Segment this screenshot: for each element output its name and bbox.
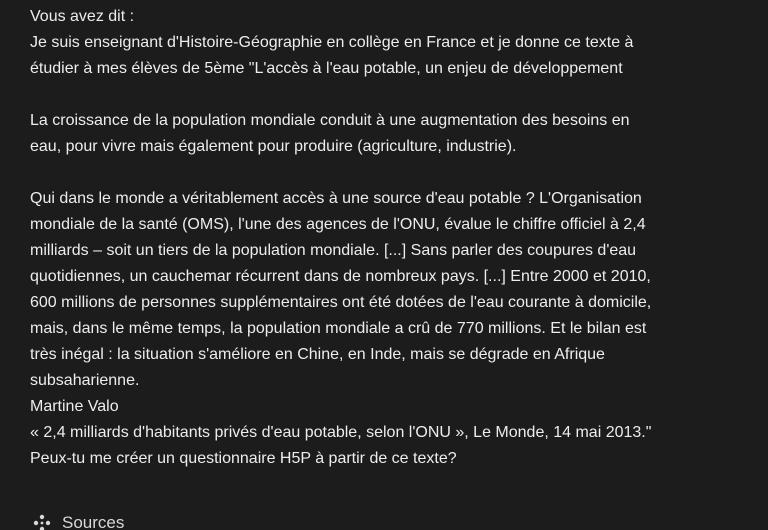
sources-label: Sources <box>62 513 125 530</box>
message-request: Peux-tu me créer un questionnaire H5P à partir de ce texte? <box>30 450 457 467</box>
message-line: Qui dans le monde a véritablement accès à une source d'eau potable ? L'Organisation <box>30 190 642 207</box>
message-line: La croissance de la population mondiale conduit à une augmentation des besoins en <box>30 112 630 129</box>
message-author: Martine Valo <box>30 398 119 415</box>
paragraph-spacer <box>30 160 760 186</box>
message-prefix: Vous avez dit : <box>30 8 135 25</box>
message-line: très inégal : la situation s'améliore en Chine, en Inde, mais se dégrade en Afrique <box>30 346 605 363</box>
message-line: milliards – soit un tiers de la population mondiale. [...] Sans parler des coupures d'eau <box>30 242 637 259</box>
message-line: eau, pour vivre mais également pour produire (agriculture, industrie). <box>30 138 517 155</box>
sources-icon <box>32 513 52 530</box>
message-line: 600 millions de personnes supplémentaires ont été dotées de l'eau courante à domicile, <box>30 294 652 311</box>
message-line: mondiale de la santé (OMS), l'une des agences de l'ONU, évalue le chiffre officiel à 2,4 <box>30 216 646 233</box>
message-line: quotidiennes, un cauchemar récurrent dans de nombreux pays. [...] Entre 2000 et 2010, <box>30 268 651 285</box>
message-line: Je suis enseignant d'Histoire-Géographie en collège en France et je donne ce texte à <box>30 34 634 51</box>
user-message <box>30 4 760 472</box>
paragraph-spacer <box>30 82 760 108</box>
message-line: subsaharienne. <box>30 372 140 389</box>
message-line: étudier à mes élèves de 5ème "L'accès à l'eau potable, un enjeu de développement <box>30 60 623 77</box>
message-line: mais, dans le même temps, la population mondiale a crû de 770 millions. Et le bilan est <box>30 320 647 337</box>
sources-button[interactable] <box>32 510 124 530</box>
message-citation: « 2,4 milliards d'habitants privés d'eau potable, selon l'ONU », Le Monde, 14 mai 2013." <box>30 424 652 441</box>
